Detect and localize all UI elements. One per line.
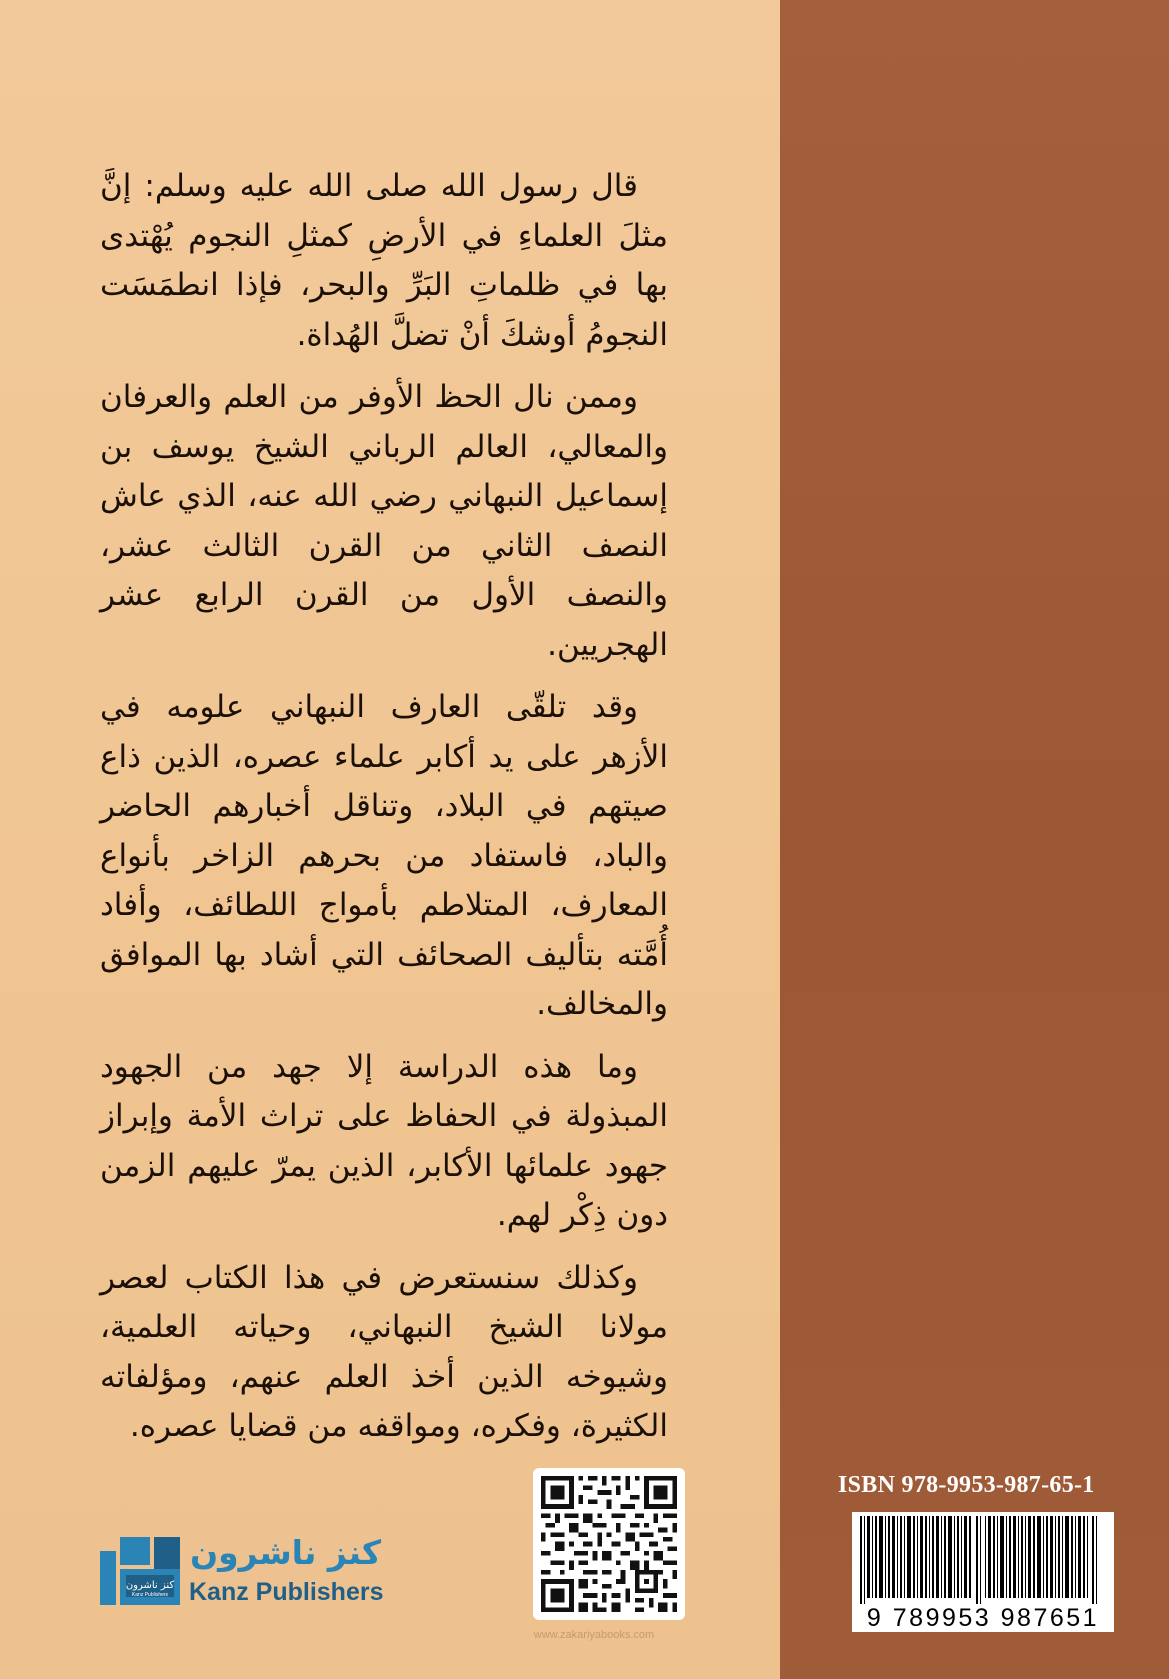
book-blurb bbox=[100, 162, 668, 1465]
blurb-paragraph-study-purpose: وما هذه الدراسة إلا جهد من الجهود المبذولة في الحفاظ على تراث الأمة وإبراز جهود علمائها الأكابر، الذين يمرّ عليهم الزمن دون ذِكْر لهم. bbox=[100, 1048, 668, 1233]
isbn-barcode bbox=[852, 1512, 1114, 1632]
qr-code-icon bbox=[541, 1476, 677, 1612]
publisher-name-english: Kanz Publishers bbox=[189, 1578, 384, 1606]
isbn-number: ISBN 978-9953-987-65-1 bbox=[838, 1472, 1095, 1498]
qr-code bbox=[533, 1468, 685, 1620]
website-watermark: www.zakariyabooks.com bbox=[533, 1629, 655, 1641]
logo-mark-text-ar: كنز ناشرون bbox=[125, 1580, 175, 1591]
blurb-paragraph-hadith: قال رسول الله صلى الله عليه وسلم: إنَّ مثلَ العلماءِ في الأرضِ كمثلِ النجوم يُهْتدى بها في ظلماتِ البَرِّ والبحر، فإذا انطمَسَت النجومُ أوشكَ أنْ تضلَّ الهُداة. bbox=[100, 168, 668, 353]
barcode-icon bbox=[852, 1512, 1114, 1604]
kanz-logo-icon bbox=[100, 1533, 182, 1613]
publisher-name-arabic: كنز ناشرون bbox=[190, 1533, 382, 1572]
blurb-paragraph-introduction: وممن نال الحظ الأوفر من العلم والعرفان والمعالي، العالم الرباني الشيخ يوسف بن إسماعيل النبهاني رضي الله عنه، الذي عاش النصف الثاني من القرن الثالث عشر، والنصف الأول من القرن الرابع عشر الهجريين. bbox=[100, 379, 668, 663]
barcode-digits: 9 789953 987651 bbox=[866, 1604, 1100, 1632]
publisher-logo bbox=[100, 1533, 400, 1613]
blurb-paragraph-education: وقد تلقّى العارف النبهاني علومه في الأزهر على يد أكابر علماء عصره، الذين ذاع صيتهم في البلاد، وتناقل أخبارهم الحاضر والباد، فاستفاد من بحرهم الزاخر بأنواع المعارف، المتلاطم بأمواج اللطائف، وأفاد أُمَّته بتأليف الصحائف التي أشاد بها الموافق والمخالف. bbox=[100, 689, 668, 1022]
back-cover-brown-panel bbox=[780, 0, 1169, 1679]
blurb-paragraph-contents: وكذلك سنستعرض في هذا الكتاب لعصر مولانا الشيخ النبهاني، وحياته العلمية، وشيوخه الذين أخذ العلم عنهم، ومؤلفاته الكثيرة، وفكره، ومواقفه من قضايا عصره. bbox=[100, 1259, 668, 1444]
logo-mark-text-en: Kanz Publishers bbox=[131, 1592, 169, 1598]
